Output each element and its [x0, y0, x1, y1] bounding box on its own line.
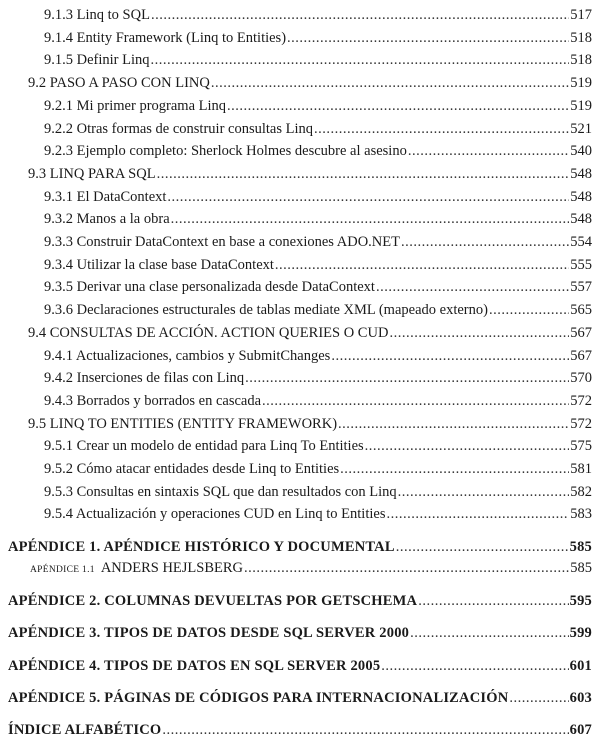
- toc-entry-title: [8, 657, 380, 675]
- toc-page-number: 517: [570, 7, 592, 23]
- leader-dots: [151, 6, 569, 24]
- toc-entry[interactable]: [44, 460, 592, 478]
- toc-page-number: 585: [570, 560, 592, 576]
- toc-entry-label: 9.4.2 Inserciones de filas con Linq: [44, 370, 245, 387]
- toc-entry[interactable]: [44, 6, 592, 24]
- toc-entry-label: 9.2.2 Otras formas de construir consultas Linq: [44, 120, 314, 137]
- leader-dots: [418, 592, 568, 610]
- toc-entry-title: [44, 392, 261, 410]
- toc-entry-label: 9.3.3 Construir DataContext en base a conexiones ADO.NET: [44, 234, 400, 250]
- toc-entry-label: APÉNDICE 3. TIPOS DE DATOS DESDE SQL SERVER 2000: [8, 625, 410, 641]
- toc-entry-title: [44, 120, 313, 138]
- toc-entry-label: 9.4 CONSULTAS DE ACCIÓN. ACTION QUERIES O CUD: [28, 324, 389, 341]
- toc-entry[interactable]: [44, 120, 592, 138]
- leader-dots: [365, 437, 570, 455]
- toc-entry-label: 9.3.4 Utilizar la clase base DataContext: [44, 256, 274, 273]
- toc-entry[interactable]: [28, 165, 592, 183]
- toc-entry-title: [44, 188, 166, 206]
- toc-page-number: 572: [570, 415, 592, 432]
- leader-dots: [262, 392, 569, 410]
- toc-page-number: 548: [570, 165, 592, 182]
- leader-dots: [338, 415, 569, 433]
- toc-appendix-entry[interactable]: [8, 592, 592, 610]
- toc-appendix-entry[interactable]: [8, 538, 592, 556]
- toc-page-number: 599: [569, 625, 592, 641]
- toc-entry-title: [8, 721, 161, 739]
- toc-entry[interactable]: [44, 51, 592, 69]
- toc-page-number: 582: [570, 483, 592, 500]
- toc-page-number: 595: [569, 593, 592, 609]
- leader-dots: [211, 74, 569, 92]
- leader-dots: [410, 624, 569, 642]
- toc-entry-title: [8, 592, 417, 610]
- toc-entry[interactable]: [44, 256, 592, 274]
- leader-dots: [389, 324, 569, 342]
- leader-dots: [398, 483, 570, 501]
- leader-dots: [244, 559, 569, 577]
- toc-page-number: 548: [570, 188, 592, 205]
- toc-entry-title: [8, 689, 508, 707]
- toc-entry[interactable]: [44, 483, 592, 501]
- toc-page-number: 575: [570, 438, 592, 455]
- leader-dots: [171, 210, 570, 228]
- toc-entry[interactable]: [28, 415, 592, 433]
- toc-page-number: 521: [570, 120, 592, 137]
- toc-entry[interactable]: [44, 29, 592, 47]
- toc-entry[interactable]: [44, 347, 592, 365]
- leader-dots: [376, 278, 569, 296]
- toc-entry-title: [44, 51, 150, 69]
- toc-entry-title: [44, 369, 244, 387]
- leader-dots: [381, 657, 568, 675]
- leader-dots: [227, 97, 569, 115]
- toc-page-number: 567: [570, 324, 592, 341]
- toc-page-number: 567: [570, 347, 592, 364]
- leader-dots: [331, 347, 569, 365]
- leader-dots: [157, 165, 570, 183]
- toc-entry-title: [44, 483, 397, 501]
- toc-entry[interactable]: [44, 233, 592, 251]
- toc-entry-title: [28, 415, 337, 433]
- toc-entry-title: [30, 559, 243, 579]
- toc-entry-label: 9.3 LINQ PARA SQL: [28, 165, 156, 182]
- toc-entry[interactable]: [28, 74, 592, 92]
- toc-page-number: 601: [569, 658, 592, 674]
- toc-appendix-entry[interactable]: [8, 689, 592, 707]
- toc-page-number: 519: [570, 75, 592, 92]
- toc-page-number: 557: [570, 279, 592, 296]
- toc-entry-label: 9.5.3 Consultas en sintaxis SQL que dan resultados con Linq: [44, 483, 397, 500]
- toc-entry[interactable]: [44, 301, 592, 319]
- toc-entry[interactable]: [44, 369, 592, 387]
- toc-entry-title: [8, 538, 395, 556]
- toc-entry-title: [44, 233, 400, 251]
- toc-entry-title: [44, 6, 150, 24]
- toc-entry-prefix: APÉNDICE 1.1: [30, 565, 95, 575]
- toc-entry-title: [44, 210, 170, 228]
- toc-page-number: 607: [569, 722, 592, 738]
- toc-entry-title: [44, 278, 375, 296]
- toc-entry-title: [28, 324, 388, 342]
- toc-appendix-entry[interactable]: [8, 657, 592, 675]
- toc-appendix-entry[interactable]: [8, 721, 592, 739]
- toc-page-number: 572: [570, 392, 592, 409]
- leader-dots: [396, 538, 569, 556]
- toc-entry-title: [28, 74, 210, 92]
- leader-dots: [167, 188, 569, 206]
- toc-page-number: 570: [570, 370, 592, 387]
- toc-entry-title: [44, 301, 488, 319]
- toc-entry-label: APÉNDICE 4. TIPOS DE DATOS EN SQL SERVER 2005: [8, 658, 381, 674]
- leader-dots: [287, 29, 569, 47]
- toc-entry-title: [44, 505, 385, 523]
- toc-entry[interactable]: [44, 278, 592, 296]
- toc-entry-label: 9.2 PASO A PASO CON LINQ: [28, 75, 210, 92]
- toc-entry[interactable]: [44, 210, 592, 228]
- toc-entry-label: 9.1.3 Linq to SQL: [44, 7, 150, 23]
- toc-entry-label: 9.4.3 Borrados y borrados en cascada: [44, 392, 262, 409]
- toc-entry-label: 9.5.1 Crear un modelo de entidad para Linq To Entities: [44, 438, 364, 455]
- leader-dots: [401, 233, 569, 251]
- leader-dots: [386, 505, 569, 523]
- toc-page-number: 518: [570, 29, 592, 46]
- toc-entry-label: 9.3.1 El DataContext: [44, 188, 167, 205]
- toc-entry-title: [44, 29, 286, 47]
- toc-entry-title: [28, 165, 156, 183]
- toc-entry-title: [8, 624, 409, 642]
- toc-entry-label: 9.3.2 Manos a la obra: [44, 211, 170, 228]
- toc-page-number: 540: [570, 143, 592, 160]
- toc-entry-label: ÍNDICE ALFABÉTICO: [8, 722, 162, 738]
- toc-entry-label: APÉNDICE 1. APÉNDICE HISTÓRICO Y DOCUMENTAL: [8, 539, 395, 555]
- toc-entry-title: [44, 347, 330, 365]
- toc-entry-label: 9.3.6 Declaraciones estructurales de tablas mediate XML (mapeado externo): [44, 302, 488, 319]
- toc-entry-label: 9.5 LINQ TO ENTITIES (ENTITY FRAMEWORK): [28, 415, 338, 432]
- toc-page-number: 583: [570, 506, 592, 523]
- toc-entry-label: APÉNDICE 5. PÁGINAS DE CÓDIGOS PARA INTERNACIONALIZACIÓN: [8, 690, 509, 706]
- toc-entry-title: [44, 460, 339, 478]
- toc-entry-label: 9.5.4 Actualización y operaciones CUD en Linq to Entities: [44, 506, 386, 523]
- toc-page-number: 581: [570, 461, 592, 477]
- leader-dots: [275, 256, 569, 274]
- toc-page-number: 519: [570, 97, 592, 114]
- toc-entry-label: APÉNDICE 2. COLUMNAS DEVUELTAS POR GETSCHEMA: [8, 593, 418, 609]
- toc-entry-label: 9.5.2 Cómo atacar entidades desde Linq to Entities: [44, 461, 340, 477]
- leader-dots: [340, 460, 569, 478]
- leader-dots: [509, 689, 568, 707]
- toc-entry[interactable]: [44, 142, 592, 160]
- toc-entry[interactable]: [44, 437, 592, 455]
- toc-entry-label: 9.4.1 Actualizaciones, cambios y SubmitChanges: [44, 347, 331, 364]
- toc-page-number: 555: [570, 256, 592, 273]
- toc-page-number: 565: [570, 302, 592, 319]
- toc-entry[interactable]: [30, 559, 592, 579]
- leader-dots: [151, 51, 570, 69]
- toc-entry[interactable]: [44, 97, 592, 115]
- toc-entry-label: ANDERS HEJLSBERG: [100, 560, 244, 576]
- toc-page-number: 518: [570, 52, 592, 69]
- leader-dots: [408, 142, 569, 160]
- leader-dots: [314, 120, 569, 138]
- toc-entry-label: 9.1.4 Entity Framework (Linq to Entities): [44, 29, 287, 46]
- toc-entry-title: [44, 437, 364, 455]
- toc-entry-title: [44, 97, 226, 115]
- toc-page-number: 548: [570, 211, 592, 228]
- leader-dots: [489, 301, 569, 319]
- toc-entry-label: 9.3.5 Derivar una clase personalizada desde DataContext: [44, 279, 375, 296]
- toc-entry-title: [44, 142, 407, 160]
- leader-dots: [245, 369, 569, 387]
- toc-entry-label: 9.2.3 Ejemplo completo: Sherlock Holmes descubre al asesino: [44, 143, 407, 160]
- toc-entry-label: 9.1.5 Definir Linq: [44, 52, 150, 69]
- toc-page-number: 603: [569, 690, 592, 706]
- toc-page-number: 554: [570, 234, 592, 250]
- toc-entry-title: [44, 256, 274, 274]
- toc-entry[interactable]: [44, 505, 592, 523]
- toc-appendix-entry[interactable]: [8, 624, 592, 642]
- toc-entry-label: 9.2.1 Mi primer programa Linq: [44, 97, 227, 114]
- toc-entry[interactable]: [28, 324, 592, 342]
- toc-entry[interactable]: [44, 188, 592, 206]
- toc-entry[interactable]: [44, 392, 592, 410]
- toc-page-number: 585: [569, 539, 592, 555]
- leader-dots: [162, 721, 568, 739]
